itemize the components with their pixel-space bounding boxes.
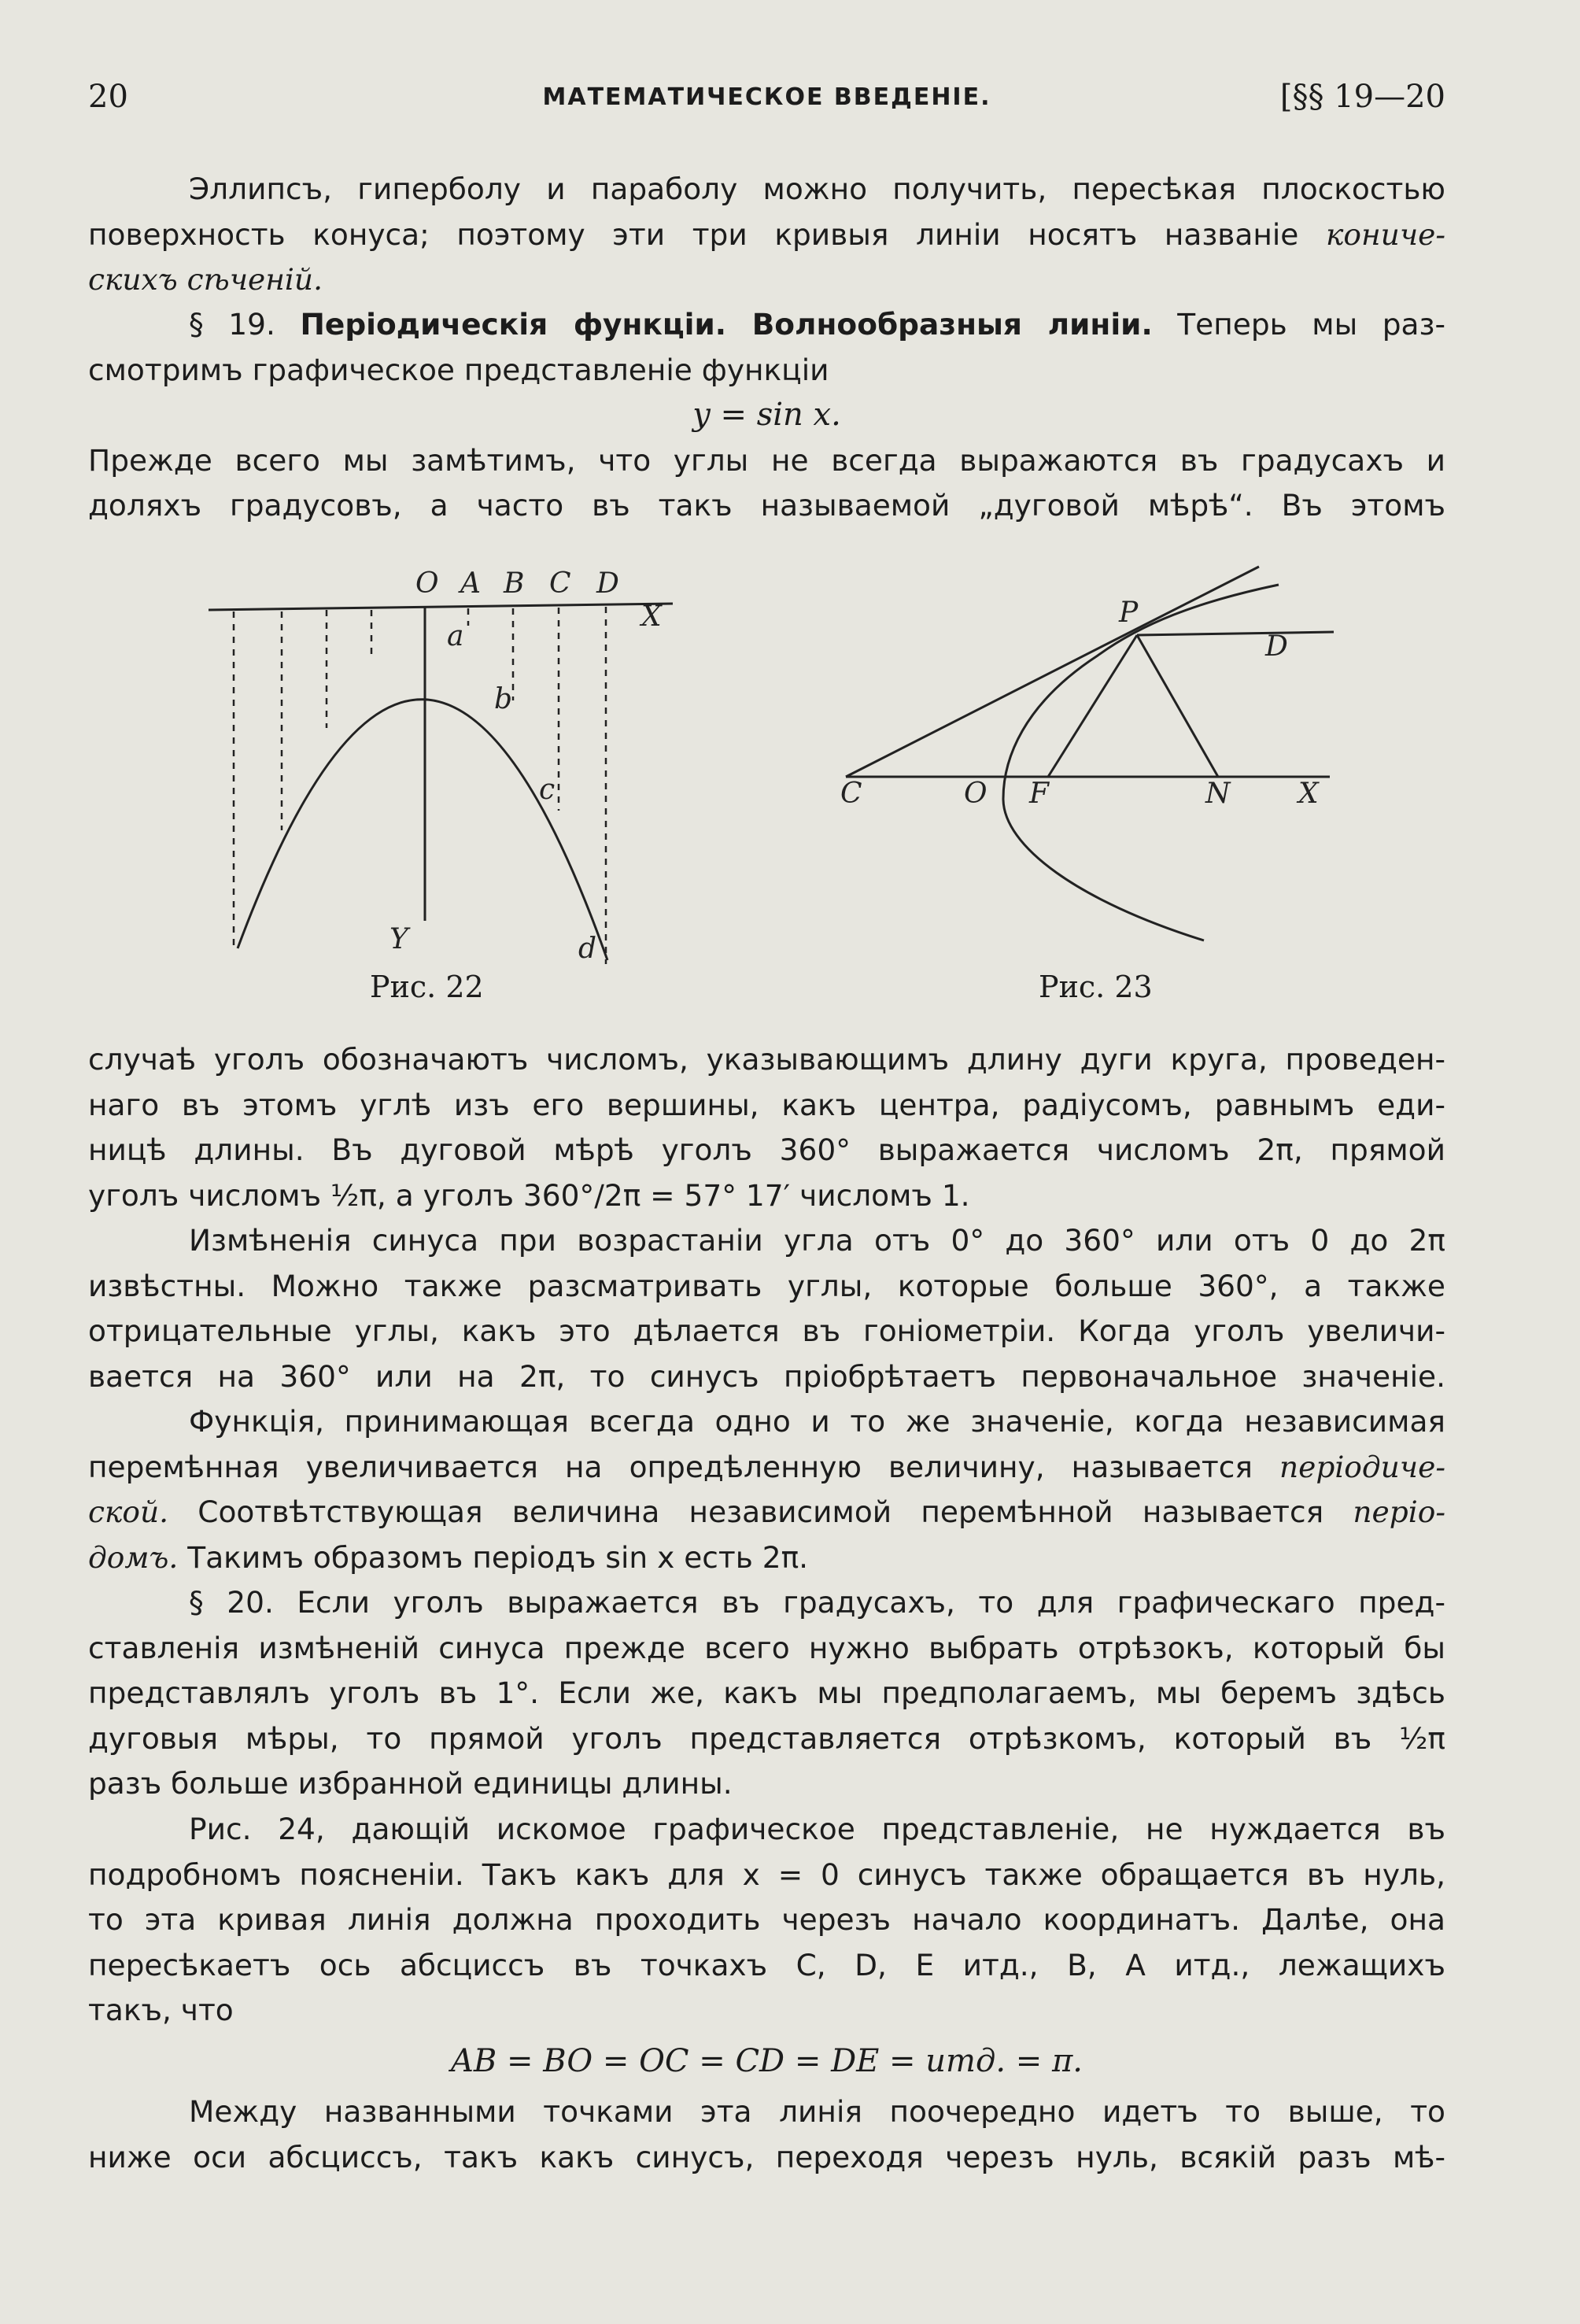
text-line: Измѣненія синуса при возрастаніи угла отъ 0° до 360° или отъ 0 до 2π bbox=[189, 1223, 1445, 1258]
running-title: МАТЕМАТИЧЕСКОЕ ВВЕДЕНІЕ. bbox=[542, 83, 991, 111]
label-C: C bbox=[840, 778, 862, 810]
text-line: скихъ сѣченій. bbox=[88, 262, 323, 297]
text-line: ницѣ длины. Въ дуговой мѣрѣ уголъ 360° выражается числомъ 2π, прямой bbox=[88, 1132, 1445, 1167]
parabola-curve bbox=[1003, 585, 1279, 940]
label-O: O bbox=[964, 778, 988, 810]
text-line: Функція, принимающая всегда одно и то же значеніе, когда независимая bbox=[189, 1404, 1445, 1439]
text-line: Прежде всего мы замѣтимъ, что углы не всегда выражаются въ градусахъ и bbox=[88, 442, 1445, 478]
label-F: F bbox=[1029, 778, 1049, 810]
tangent-line bbox=[846, 567, 1259, 777]
label-a: a bbox=[447, 620, 464, 652]
text-line: представлялъ уголъ въ 1°. Если же, какъ мы предполагаемъ, мы беремъ здѣсь bbox=[88, 1676, 1445, 1710]
section-range: [§§ 19—20 bbox=[1279, 79, 1445, 115]
label-C: C bbox=[549, 567, 571, 600]
text-line: извѣстны. Можно также разсматривать углы, которые больше 360°, а также bbox=[88, 1268, 1445, 1303]
label-D: D bbox=[1265, 630, 1288, 663]
label-A: A bbox=[460, 567, 481, 600]
text-line: домъ. Такимъ образомъ періодъ sin x есть 2π. bbox=[88, 1539, 809, 1575]
text-line: то эта кривая линія должна проходить черезъ начало координатъ. Далѣе, она bbox=[88, 1902, 1445, 1937]
figure-22-caption: Рис. 22 bbox=[370, 970, 484, 1004]
line-PD bbox=[1137, 632, 1334, 635]
label-X: X bbox=[641, 600, 662, 633]
figure-22 bbox=[197, 563, 700, 1003]
text-line: поверхность конуса; поэтому эти три кривыя линіи носятъ названіе коничe- bbox=[88, 216, 1446, 252]
text-line: Эллипсъ, гиперболу и параболу можно получить, пересѣкая плоскостью bbox=[189, 172, 1445, 206]
label-D: D bbox=[596, 567, 619, 600]
text-line: Между названными точками эта линія поочередно идетъ то выше, то bbox=[189, 2094, 1445, 2129]
formula-segments: AB = BO = OC = CD = DE = итд. = π. bbox=[451, 2042, 1083, 2079]
figure-24-paragraph bbox=[88, 1807, 1445, 2089]
page-number: 20 bbox=[88, 79, 128, 115]
text-line: уголъ числомъ ½π, а уголъ 360°/2π = 57° 17′ числомъ 1. bbox=[88, 1177, 970, 1213]
text-line: смотримъ графическое представленіе функціи bbox=[88, 352, 829, 387]
section-number: § 19. bbox=[189, 307, 275, 342]
text-line: такъ, что bbox=[88, 1993, 234, 2027]
section-heading: Періодическія функціи. Волнообразныя линіи. bbox=[300, 307, 1153, 342]
conic-sections-paragraph bbox=[88, 167, 1445, 303]
text-line: § 20. Если уголъ выражается въ градусахъ, то для графическаго пред- bbox=[189, 1585, 1445, 1620]
line-PF bbox=[1048, 635, 1137, 777]
label-P: P bbox=[1119, 597, 1139, 629]
figure-23 bbox=[826, 563, 1346, 948]
periodic-function-paragraph bbox=[88, 1399, 1445, 1580]
x-axis bbox=[209, 604, 673, 610]
figure-23-caption: Рис. 23 bbox=[1039, 970, 1153, 1004]
text-line: ставленія измѣненій синуса прежде всего нужно выбрать отрѣзокъ, который бы bbox=[88, 1630, 1445, 1665]
text-line: вается на 360° или на 2π, то синусъ пріобрѣтаетъ первоначальное значеніе. bbox=[88, 1358, 1445, 1394]
text-line: ской. Соотвѣтствующая величина независимой перемѣнной называется періо- bbox=[88, 1495, 1445, 1529]
parabola-curve bbox=[238, 700, 607, 960]
formula-sin: y = sin x. bbox=[692, 397, 841, 433]
text-line: наго въ этомъ углѣ изъ его вершины, какъ центра, радіусомъ, равнымъ еди- bbox=[88, 1087, 1445, 1122]
text-line: подробномъ поясненіи. Такъ какъ для x = 0 синусъ также обращается въ нуль, bbox=[88, 1857, 1445, 1892]
arc-measure-paragraph bbox=[88, 1037, 1445, 1218]
text-line: перемѣнная увеличивается на опредѣленную величину, называется періодиче- bbox=[88, 1449, 1445, 1484]
label-b: b bbox=[494, 683, 513, 715]
running-header bbox=[88, 79, 1445, 118]
sine-changes-paragraph bbox=[88, 1218, 1445, 1399]
text-line: Рис. 24, дающій искомое графическое представленіе, не нуждается въ bbox=[189, 1812, 1445, 1846]
label-c: c bbox=[539, 774, 556, 806]
section-20 bbox=[88, 1580, 1445, 1807]
label-X: X bbox=[1298, 778, 1319, 810]
text-line: отрицательные углы, какъ это дѣлается въ гоніометріи. Когда уголъ увеличи- bbox=[88, 1313, 1445, 1348]
label-Y: Y bbox=[389, 923, 408, 955]
text-line: случаѣ уголъ обозначаютъ числомъ, указывающимъ длину дуги круга, проведен- bbox=[88, 1042, 1445, 1077]
label-O: O bbox=[415, 567, 439, 600]
text-line: доляхъ градусовъ, а часто въ такъ называемой „дуговой мѣрѣ“. Въ этомъ bbox=[88, 488, 1445, 523]
line-PN bbox=[1137, 635, 1218, 777]
section-heading-line: § 19. Періодическія функціи. Волнообразныя линіи. Теперь мы раз- bbox=[189, 307, 1446, 342]
closing-paragraph bbox=[88, 2089, 1445, 2180]
text-line: дуговыя мѣры, то прямой уголъ представляется отрѣзкомъ, который въ ½π bbox=[88, 1720, 1445, 1756]
text-line: ниже оси абсциссъ, такъ какъ синусъ, переходя черезъ нуль, всякій разъ мѣ- bbox=[88, 2139, 1445, 2174]
section-19 bbox=[88, 302, 1445, 529]
label-B: B bbox=[504, 567, 525, 600]
text-line: пересѣкаетъ ось абсциссъ въ точкахъ C, D, E итд., B, A итд., лежащихъ bbox=[88, 1947, 1445, 1982]
label-d: d bbox=[578, 933, 597, 965]
label-N: N bbox=[1205, 778, 1231, 810]
text-line: разъ больше избранной единицы длины. bbox=[88, 1766, 733, 1801]
